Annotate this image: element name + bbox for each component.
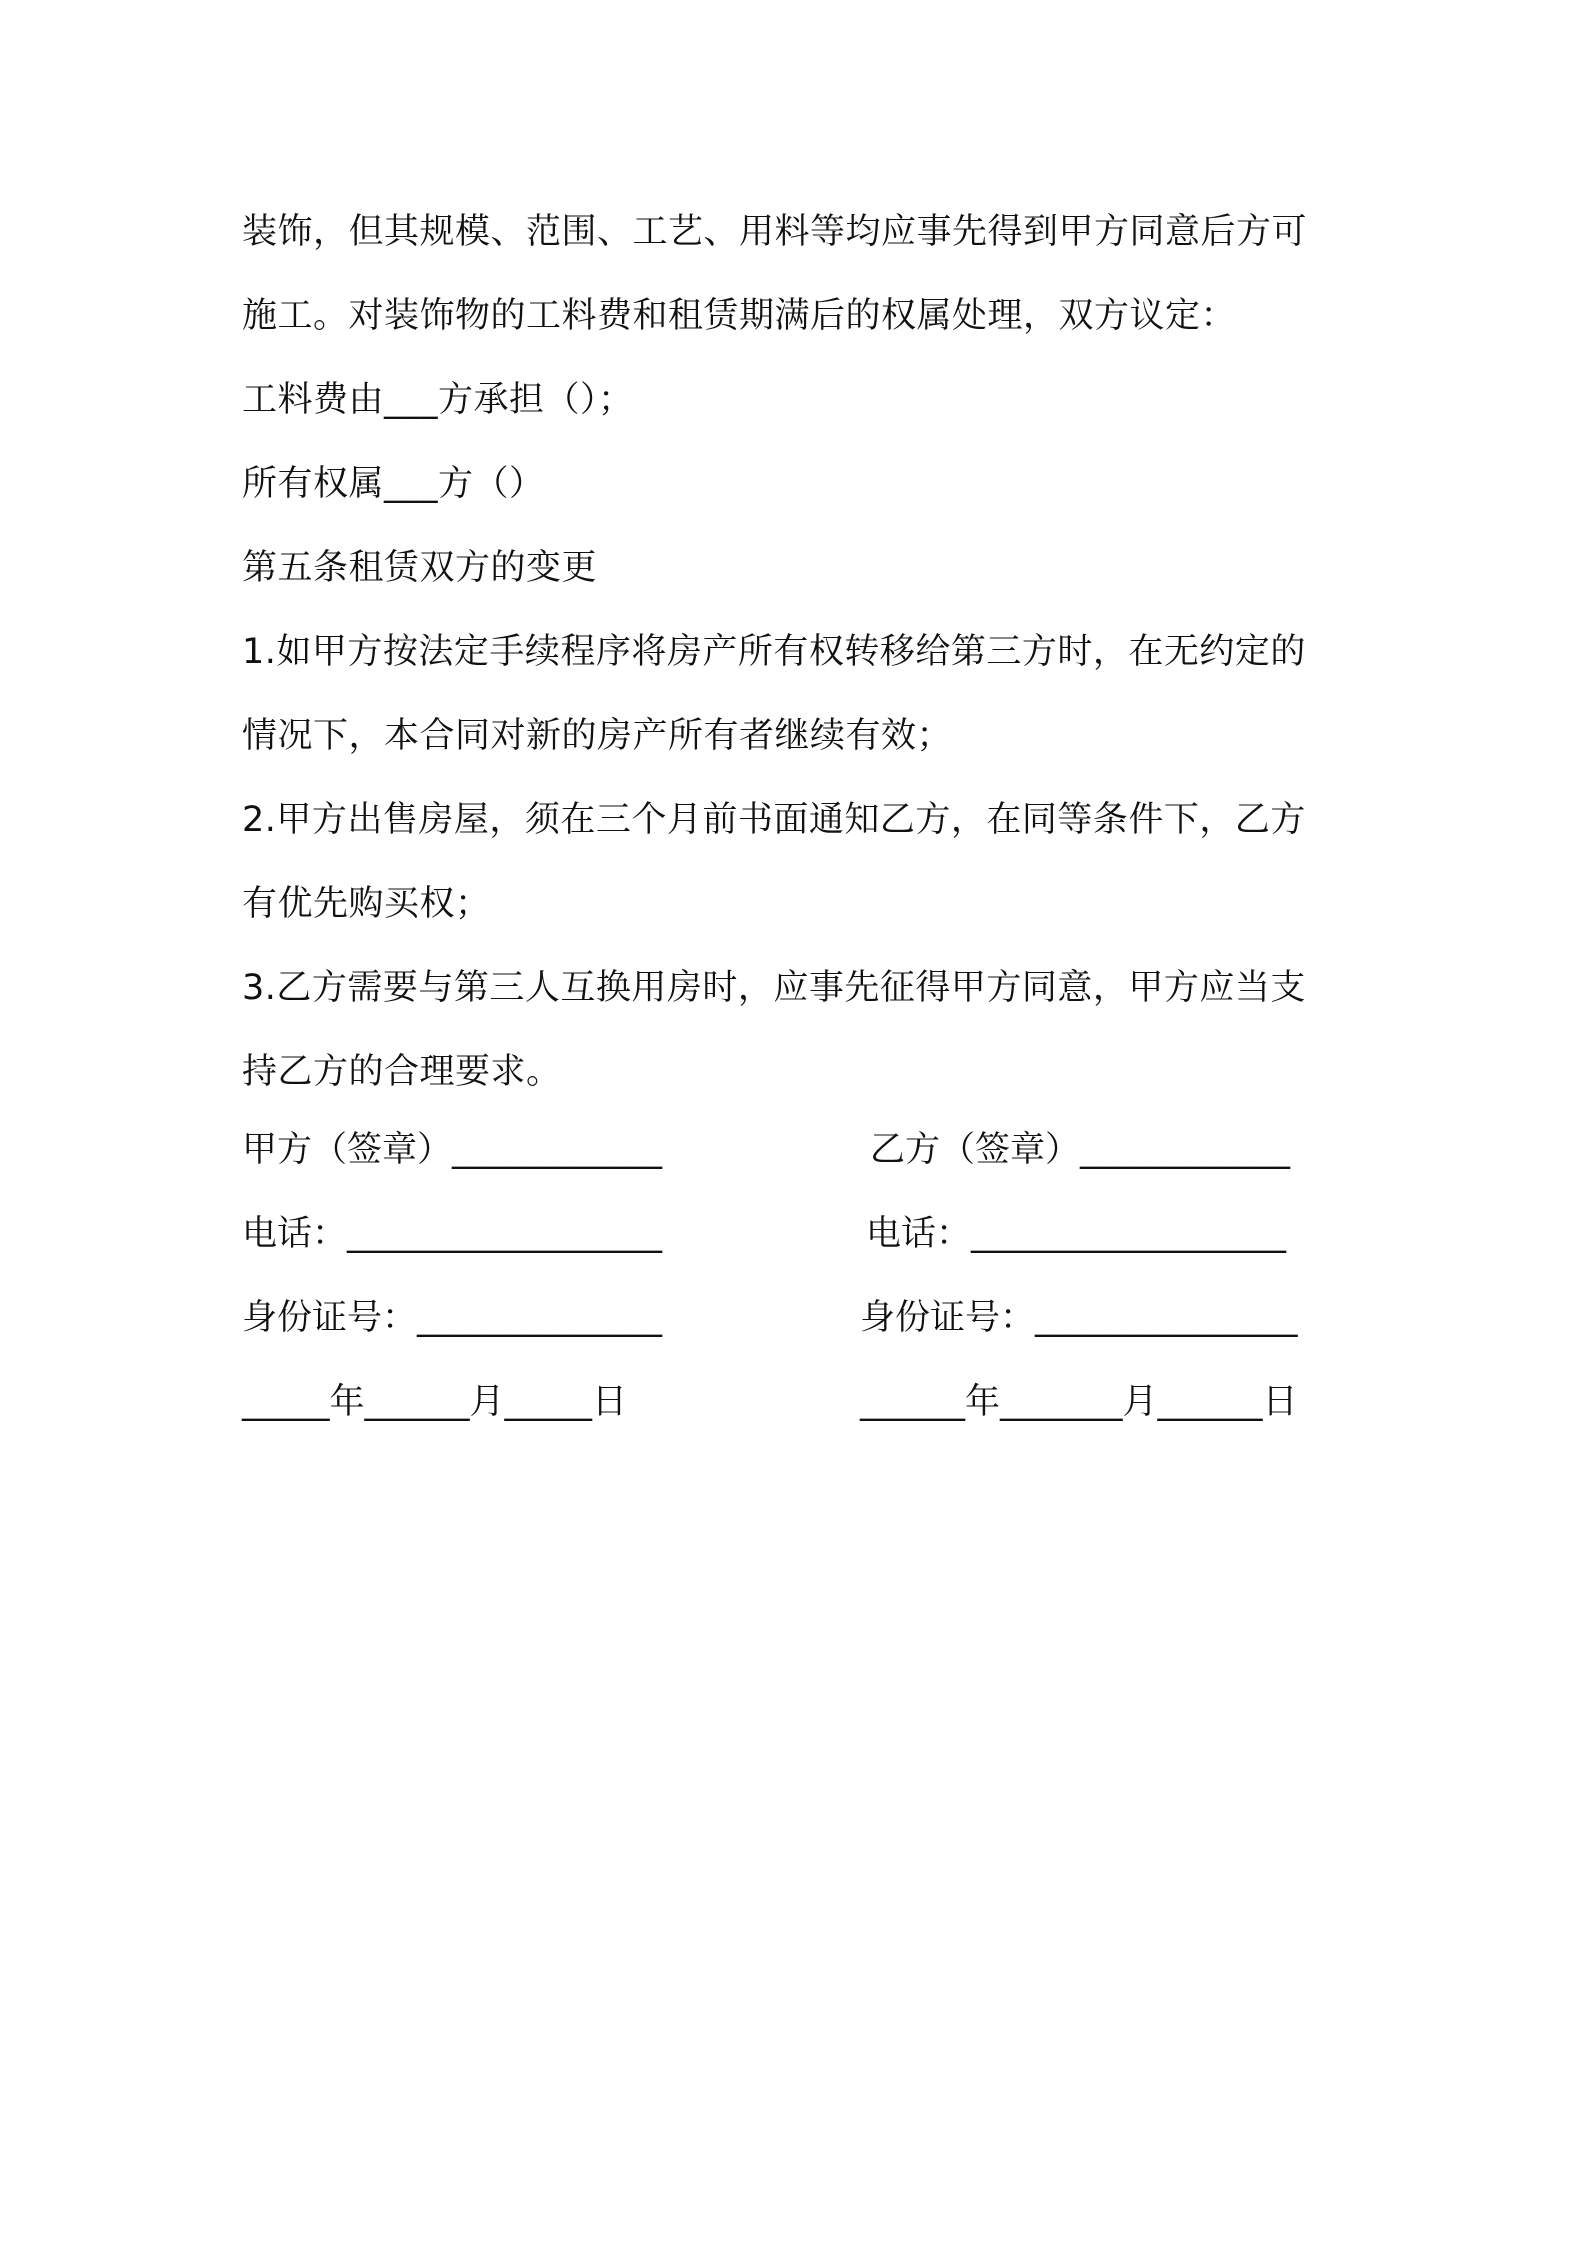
- party-b-id-field: 身份证号：_______________: [860, 1298, 1298, 1338]
- paragraph-line: 情况下，本合同对新的房产所有者继续有效；: [242, 716, 953, 756]
- paragraph-line: 1.如甲方按法定手续程序将房产所有权转移给第三方时，在无约定的: [242, 632, 1306, 672]
- party-a-date-field: _____年______月_____日: [242, 1382, 628, 1422]
- paragraph-line: 装饰，但其规模、范围、工艺、用料等均应事先得到甲方同意后方可: [242, 212, 1308, 252]
- party-b-seal-field: 乙方（签章）____________: [870, 1130, 1291, 1170]
- ownership-clause: 所有权属___方（）: [242, 464, 545, 504]
- party-a-phone-field: 电话：__________________: [242, 1214, 663, 1254]
- labor-cost-clause: 工料费由___方承担（）；: [242, 380, 634, 420]
- party-b-date-field: ______年_______月______日: [860, 1382, 1298, 1422]
- article-five-heading: 第五条租赁双方的变更: [242, 548, 598, 588]
- paragraph-line: 施工。对装饰物的工料费和租赁期满后的权属处理，双方议定：: [242, 296, 1237, 336]
- party-b-phone-field: 电话：__________________: [866, 1214, 1287, 1254]
- paragraph-line: 有优先购买权；: [242, 884, 491, 924]
- party-a-id-field: 身份证号：______________: [242, 1298, 663, 1338]
- party-b-signature-block: [860, 1108, 1298, 1444]
- contract-body: [242, 190, 1362, 1114]
- paragraph-line: 持乙方的合理要求。: [242, 1052, 562, 1092]
- paragraph-line: 2.甲方出售房屋，须在三个月前书面通知乙方，在同等条件下，乙方: [242, 800, 1306, 840]
- party-a-signature-block: [242, 1108, 662, 1444]
- paragraph-line: 3.乙方需要与第三人互换用房时，应事先征得甲方同意，甲方应当支: [242, 968, 1306, 1008]
- party-a-seal-field: 甲方（签章）____________: [242, 1130, 663, 1170]
